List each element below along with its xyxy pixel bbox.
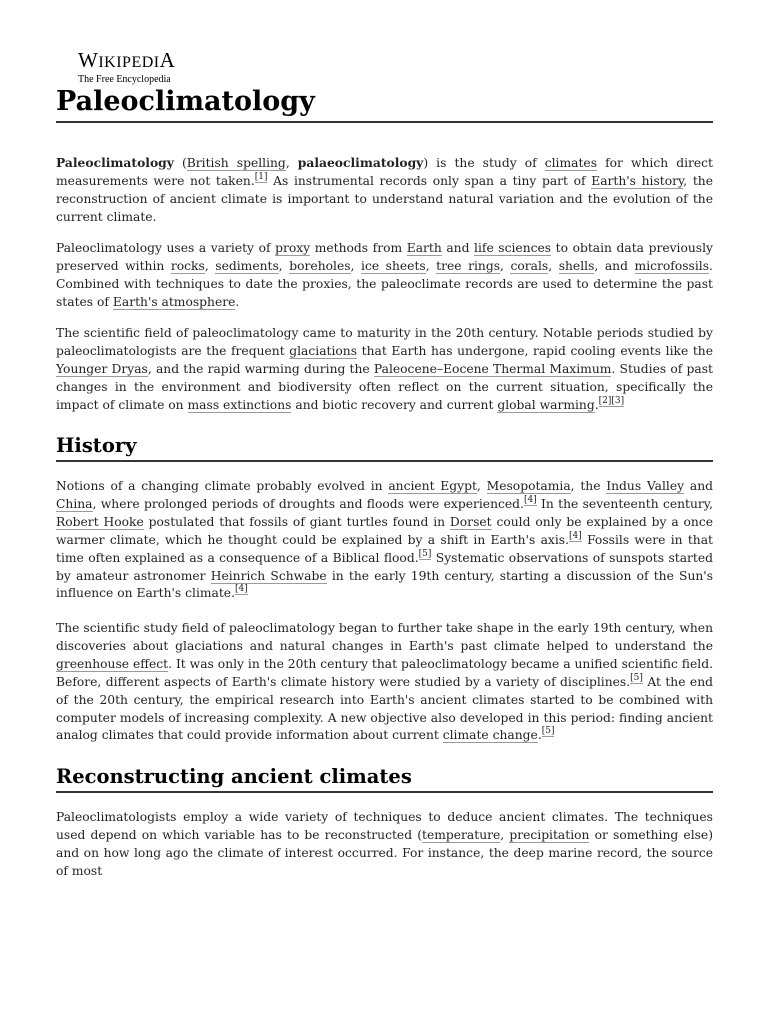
section-heading-history: History <box>56 432 713 462</box>
link-life-sciences[interactable]: life sciences <box>474 241 552 255</box>
history-paragraph-1: Notions of a changing climate probably evolved in ancient Egypt, Mesopotamia, the Indus Valley and China, where prolonged periods of droughts and floods were experienced.[4] In the seventeenth century, Robert Hooke postulated that fossils of giant turtles found in Dorset could only be explained by a once warmer climate, which he thought could be explained by a shift in Earth's axis.[4] Fossils were in that time often explained as a consequence of a Biblical flood.[5] Systematic observations of sunspots started by amateur astronomer Heinrich Schwabe in the early 19th century, starting a discussion of the Sun's influence on Earth's climate.[4] <box>56 479 714 601</box>
citation-3[interactable]: [3] <box>611 395 625 406</box>
link-dorset[interactable]: Dorset <box>449 514 492 529</box>
link-microfossils[interactable]: microfossils <box>634 258 710 273</box>
link-global-warming[interactable]: global warming <box>497 397 595 412</box>
wikipedia-logo[interactable] <box>78 49 218 86</box>
link-tree-rings[interactable]: tree rings <box>436 258 501 273</box>
citation-2[interactable]: [2] <box>598 395 612 406</box>
link-earths-history[interactable]: Earth's history <box>591 173 684 188</box>
link-boreholes[interactable]: boreholes <box>289 258 351 273</box>
link-shells[interactable]: shells <box>558 258 595 273</box>
link-china[interactable]: China <box>56 496 93 511</box>
citation-4[interactable]: [4] <box>235 584 248 595</box>
link-earths-atmosphere[interactable]: Earth's atmosphere <box>112 294 236 309</box>
link-climates[interactable]: climates <box>544 156 598 170</box>
link-robert-hooke[interactable]: Robert Hooke <box>56 514 144 529</box>
link-climate-change[interactable]: climate change <box>442 728 538 743</box>
link-ancient-egypt[interactable]: ancient Egypt <box>388 479 477 493</box>
link-temperature[interactable]: temperature <box>422 827 501 842</box>
citation-5[interactable]: [5] <box>630 672 643 683</box>
wikipedia-wordmark: WIKIPEDIA <box>78 48 176 72</box>
link-sediments[interactable]: sediments <box>215 258 279 273</box>
intro-paragraph-1: Paleoclimatology (British spelling, palaeoclimatology) is the study of climates for which direct measurements were not taken.[1] As instrumental records only span a tiny part of Earth's history, the reconstruction of ancient climate is important to understand natural variation and the evolution of the current climate. <box>56 155 713 224</box>
section-heading-reconstructing: Reconstructing ancient climates <box>56 763 713 793</box>
citation-1[interactable]: [1] <box>254 171 268 182</box>
link-earth[interactable]: Earth <box>406 241 442 255</box>
citation-5[interactable]: [5] <box>418 548 432 559</box>
link-mesopotamia[interactable]: Mesopotamia <box>486 479 571 493</box>
intro-paragraph-2: Paleoclimatology uses a variety of proxy methods from Earth and life sciences to obtain data previously preserved within rocks, sediments, boreholes, ice sheets, tree rings, corals, shells, and microfossils. Combined with techniques to date the proxies, the paleoclimate records are used to determine the past states of Earth's atmosphere. <box>56 241 713 309</box>
link-greenhouse-effect[interactable]: greenhouse effect <box>56 656 169 671</box>
link-precipitation[interactable]: precipitation <box>509 827 590 842</box>
link-mass-extinctions[interactable]: mass extinctions <box>187 397 292 412</box>
link-indus-valley[interactable]: Indus Valley <box>606 479 685 493</box>
citation-4[interactable]: [4] <box>523 494 537 505</box>
link-glaciations[interactable]: glaciations <box>289 343 358 358</box>
link-corals[interactable]: corals <box>510 258 549 273</box>
link-proxy[interactable]: proxy <box>275 241 311 255</box>
page-title: Paleoclimatology <box>56 84 713 123</box>
wikipedia-tagline: The Free Encyclopedia <box>78 74 171 85</box>
link-ice-sheets[interactable]: ice sheets <box>361 258 426 273</box>
history-paragraph-2: The scientific study field of paleoclimatology began to further take shape in the early 19th century, when discoveries about glaciations and natural changes in Earth's past climate helped to understand the greenhouse effect. It was only in the 20th century that paleoclimatology became a unified scientific field. Before, different aspects of Earth's climate history were studied by a variety of disciplines.[5] At the end of the 20th century, the empirical research into Earth's ancient climates started to be combined with computer models of increasing complexity. A new objective also developed in this period: finding ancient analog climates that could provide information about current climate change.[5] <box>56 621 713 743</box>
citation-5[interactable]: [5] <box>541 726 555 737</box>
link-heinrich-schwabe[interactable]: Heinrich Schwabe <box>210 568 327 583</box>
reconstructing-paragraph-1: Paleoclimatologists employ a wide variety of techniques to deduce ancient climates. The techniques used depend on which variable has to be reconstructed (temperature, precipitation or something else) and on how long ago the climate of interest occurred. For instance, the deep marine record, the source of most <box>56 810 714 878</box>
intro-paragraph-3: The scientific field of paleoclimatology came to maturity in the 20th century. Notable periods studied by paleoclimatologists are the frequent glaciations that Earth has undergone, rapid cooling events like the Younger Dryas, and the rapid warming during the Paleocene–Eocene Thermal Maximum. Studies of past changes in the environment and biodiversity often reflect on the current situation, specifically the impact of climate on mass extinctions and biotic recovery and current global warming.[2][3] <box>56 326 713 412</box>
citation-4[interactable]: [4] <box>569 530 582 541</box>
link-rocks[interactable]: rocks <box>170 258 205 273</box>
link-paleocene-eocene-thermal-maximum[interactable]: Paleocene–Eocene Thermal Maximum <box>373 361 612 376</box>
link-british-spelling[interactable]: British spelling <box>186 156 286 170</box>
link-younger-dryas[interactable]: Younger Dryas <box>56 361 148 376</box>
